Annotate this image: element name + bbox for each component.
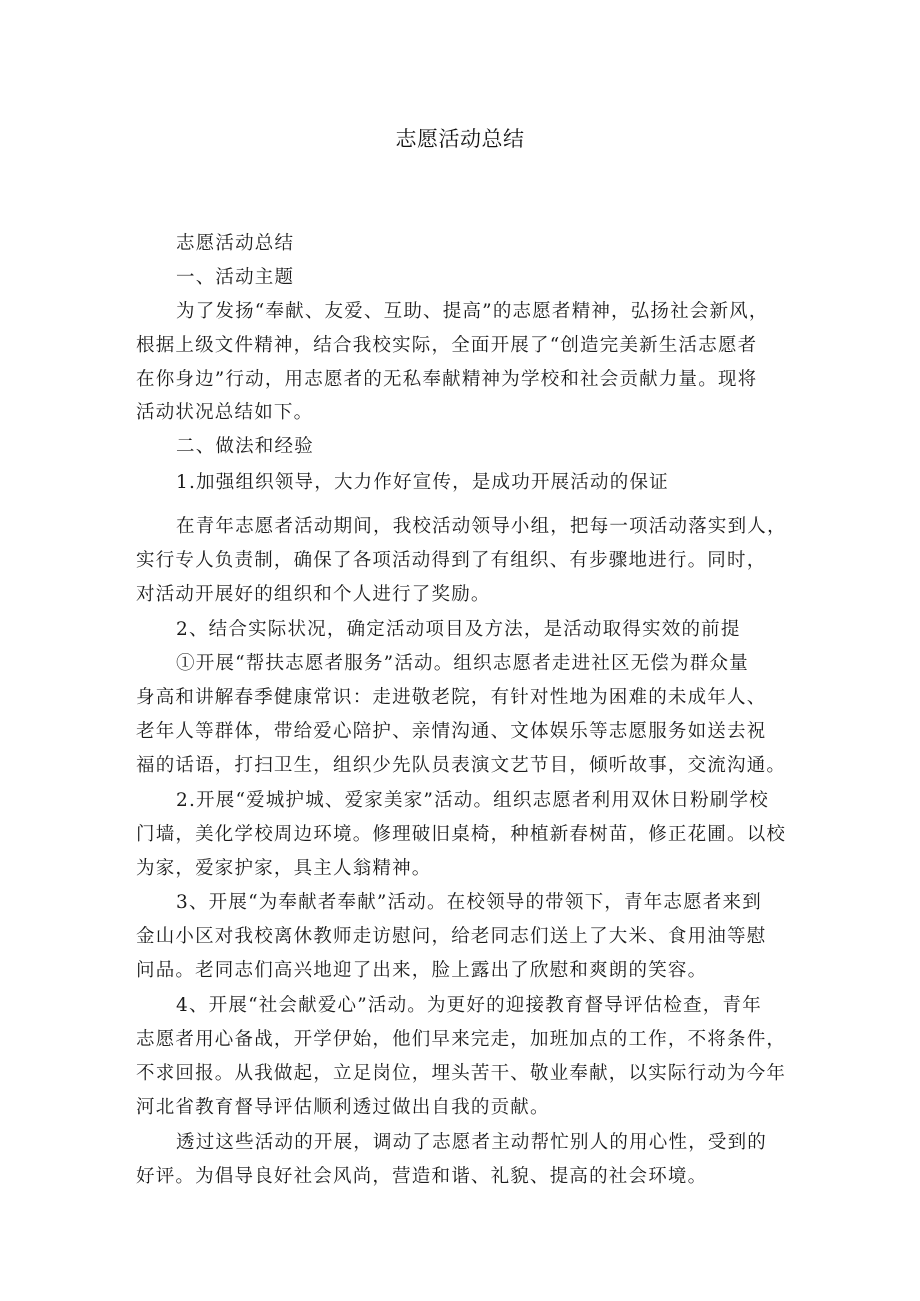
paragraph-line: 2、结合实际状况，确定活动项目及方法，是活动取得实效的前提 [176, 619, 741, 640]
document-title: 志愿活动总结 [395, 127, 525, 151]
paragraph-line: 为家，爱家护家，具主人翁精神。 [136, 858, 432, 879]
paragraph-line: 4、开展“社会献爱心”活动。为更好的迎接教育督导评估检查，青年 [176, 995, 762, 1016]
paragraph-line: 好评。为倡导良好社会风尚，营造和谐、礼貌、提高的社会环境。 [136, 1166, 708, 1187]
paragraph-line: 在你身边”行动，用志愿者的无私奉献精神为学校和社会贡献力量。现将 [136, 369, 758, 390]
paragraph-line: 老年人等群体，带给爱心陪护、亲情沟通、文体娱乐等志愿服务如送去祝 [136, 721, 767, 742]
paragraph-line: 志愿者用心备战，开学伊始，他们早来完走，加班加点的工作，不将条件， [136, 1029, 787, 1050]
paragraph-line: 3、开展“为奉献者奉献”活动。在校领导的带领下，青年志愿者来到 [176, 892, 762, 913]
paragraph-line: 对活动开展好的组织和个人进行了奖励。 [136, 584, 491, 605]
paragraph-line: 金山小区对我校离休教师走访慰问，给老同志们送上了大米、食用油等慰 [136, 926, 767, 947]
paragraph-line: 门墙，美化学校周边环境。修理破旧桌椅，种植新春树苗，修正花圃。以校 [136, 824, 787, 845]
paragraph-line: 实行专人负责制，确保了各项活动得到了有组织、有步骤地进行。同时， [136, 550, 767, 571]
paragraph-line: 2.开展“爱城护城、爱家美家”活动。组织志愿者利用双休日粉刷学校 [176, 790, 769, 811]
paragraph-line: 根据上级文件精神，结合我校实际，全面开展了“创造完美新生活志愿者 [136, 335, 758, 356]
paragraph-line: 透过这些活动的开展，调动了志愿者主动帮忙别人的用心性，受到的 [176, 1132, 768, 1153]
paragraph-line: 身高和讲解春季健康常识：走进敬老院，有针对性地为困难的未成年人、 [136, 687, 767, 708]
paragraph-line: 河北省教育督导评估顺利透过做出自我的贡献。 [136, 1097, 550, 1118]
paragraph-line: 一、活动主题 [176, 267, 295, 288]
paragraph-line: 1.加强组织领导，大力作好宣传，是成功开展活动的保证 [176, 472, 669, 493]
paragraph-line: 活动状况总结如下。 [136, 402, 314, 423]
paragraph-line: 不求回报。从我做起，立足岗位，埋头苦干、敬业奉献，以实际行动为今年 [136, 1063, 787, 1084]
paragraph-line: 问品。老同志们高兴地迎了出来，脸上露出了欣慰和爽朗的笑容。 [136, 960, 708, 981]
paragraph-line: 为了发扬“奉献、友爱、互助、提高”的志愿者精神，弘扬社会新风， [176, 301, 769, 322]
paragraph-line: 福的话语，打扫卫生，组织少先队员表演文艺节目，倾听故事，交流沟通。 [136, 755, 787, 776]
paragraph-line: 二、做法和经验 [176, 436, 314, 457]
paragraph-line: ①开展“帮扶志愿者服务”活动。组织志愿者走进社区无偿为群众量 [176, 653, 749, 674]
paragraph-line: 志愿活动总结 [176, 233, 295, 254]
paragraph-line: 在青年志愿者活动期间，我校活动领导小组，把每一项活动落实到人， [176, 516, 787, 537]
